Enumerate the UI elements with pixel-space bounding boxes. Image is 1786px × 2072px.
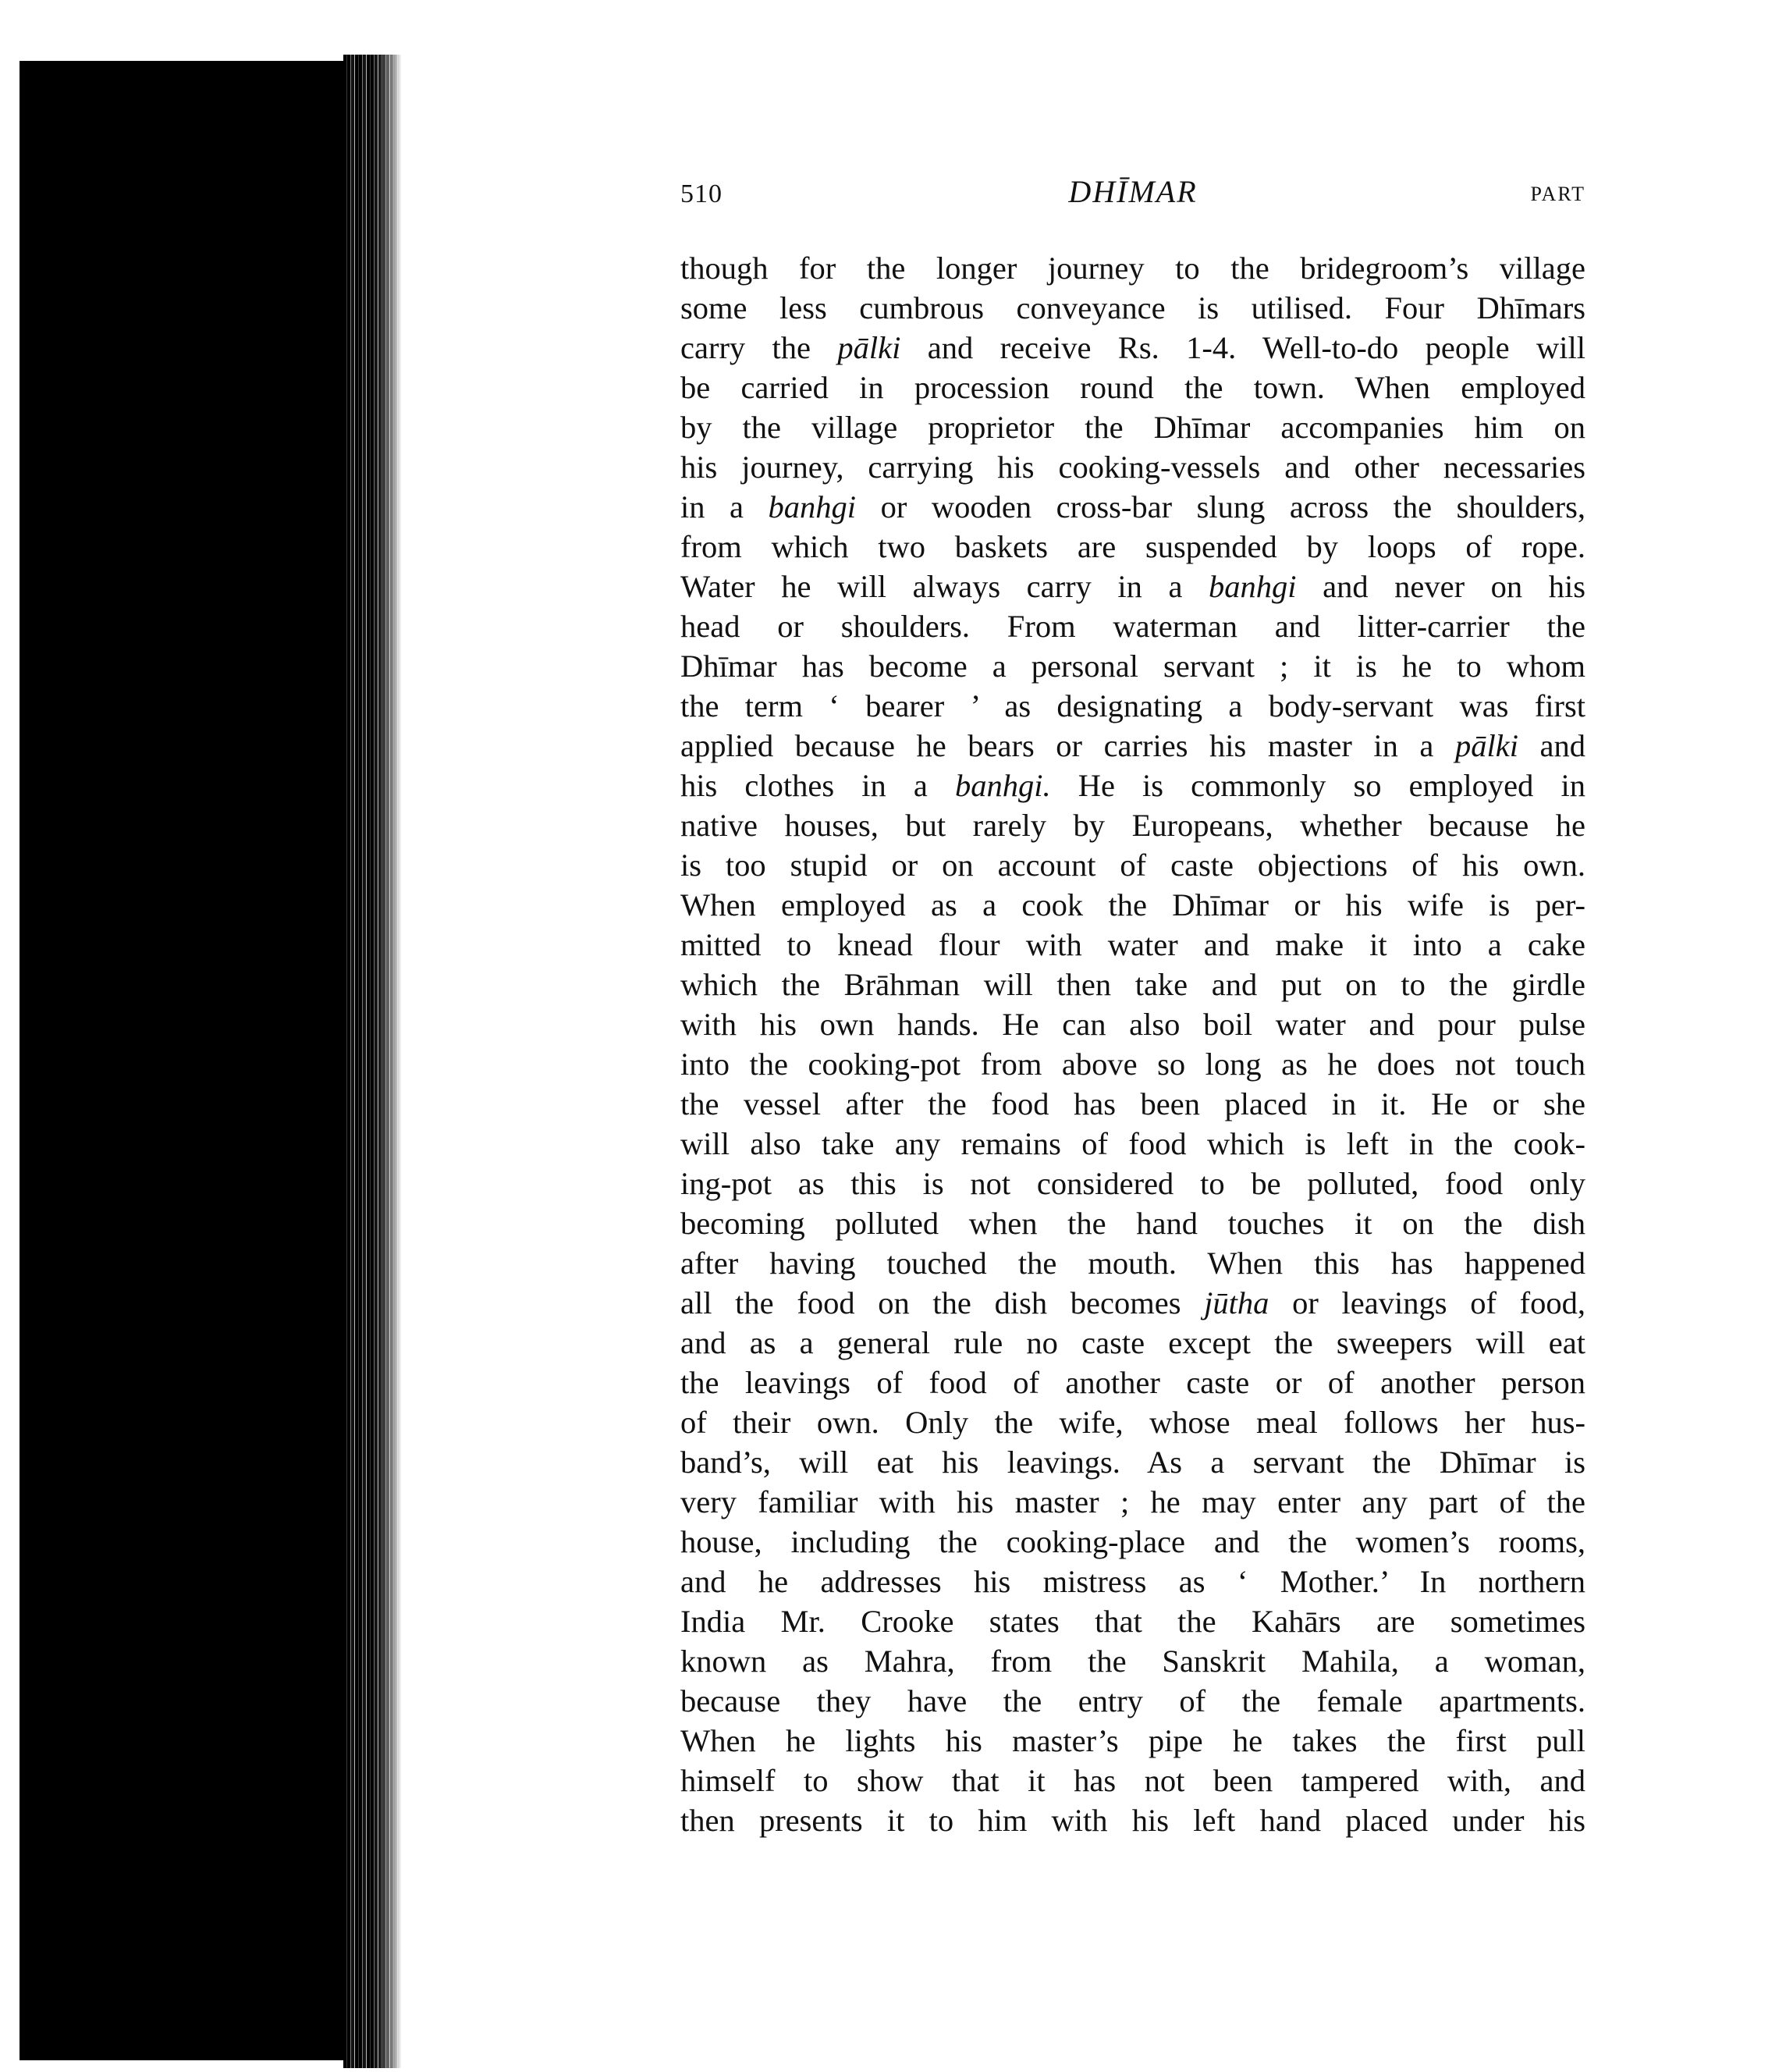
text-line xyxy=(680,885,1585,925)
text-segment: and as a general rule no caste except the sweepers will eat xyxy=(680,1325,1585,1360)
text-line xyxy=(680,487,1585,527)
text-segment: and he addresses his mistress as ‘ Mother.’ In northern xyxy=(680,1564,1585,1599)
text-segment: very familiar with his master ; he may enter any part of the xyxy=(680,1484,1585,1519)
text-segment: all the food on the dish becomes xyxy=(680,1285,1205,1320)
text-line xyxy=(680,1124,1585,1164)
text-line xyxy=(680,328,1585,368)
text-line xyxy=(680,686,1585,726)
text-line xyxy=(680,1004,1585,1044)
text-segment: Water he will always carry in a xyxy=(680,569,1209,604)
body-text xyxy=(680,248,1585,1840)
text-line xyxy=(680,965,1585,1004)
text-segment: by the village proprietor the Dhīmar accompanies him on xyxy=(680,410,1585,445)
text-line xyxy=(680,1402,1585,1442)
text-line xyxy=(680,606,1585,646)
text-segment: because they have the entry of the female apartments. xyxy=(680,1683,1585,1718)
text-line xyxy=(680,1522,1585,1562)
text-line xyxy=(680,1044,1585,1084)
text-segment: himself to show that it has not been tampered with, and xyxy=(680,1763,1585,1798)
text-line xyxy=(680,1482,1585,1522)
text-segment: applied because he bears or carries his master in a xyxy=(680,728,1455,763)
text-segment: into the cooking-pot from above so long as he does not touch xyxy=(680,1047,1585,1082)
text-segment: known as Mahra, from the Sanskrit Mahila, a woman, xyxy=(680,1644,1585,1679)
text-segment: is too stupid or on account of caste objections of his own. xyxy=(680,848,1585,883)
text-line xyxy=(680,805,1585,845)
text-segment: When employed as a cook the Dhīmar or his wife is per- xyxy=(680,887,1585,922)
text-line xyxy=(680,925,1585,965)
text-line xyxy=(680,1800,1585,1840)
book-spine-edge xyxy=(343,55,402,2068)
text-segment: or wooden cross-bar slung across the shoulders, xyxy=(856,489,1585,524)
text-segment: head or shoulders. From waterman and litter-carrier the xyxy=(680,609,1585,644)
text-segment: house, including the cooking-place and the women’s rooms, xyxy=(680,1524,1585,1559)
text-segment: carry the xyxy=(680,330,838,365)
text-line xyxy=(680,1721,1585,1761)
text-line xyxy=(680,1203,1585,1243)
text-segment: his clothes in a xyxy=(680,768,955,803)
text-segment: with his own hands. He can also boil water and pour pulse xyxy=(680,1007,1585,1042)
text-segment: in a xyxy=(680,489,769,524)
text-segment: though for the longer journey to the bridegroom’s village xyxy=(680,251,1585,286)
text-line xyxy=(680,407,1585,447)
text-segment: band’s, will eat his leavings. As a servant the Dhīmar is xyxy=(680,1445,1585,1480)
text-segment: the term ‘ bearer ’ as designating a body-servant was first xyxy=(680,688,1585,723)
italic-term: pālki xyxy=(1454,728,1518,763)
text-line xyxy=(680,1164,1585,1203)
text-line xyxy=(680,1641,1585,1681)
text-line xyxy=(680,1761,1585,1800)
text-segment: the vessel after the food has been placed in it. He or she xyxy=(680,1086,1585,1121)
text-line xyxy=(680,1363,1585,1402)
part-label: PART xyxy=(1530,183,1585,205)
text-segment: after having touched the mouth. When this has happened xyxy=(680,1246,1585,1281)
text-line xyxy=(680,1442,1585,1482)
text-segment: He is commonly so employed in xyxy=(1050,768,1585,803)
text-line xyxy=(680,248,1585,288)
text-line xyxy=(680,527,1585,567)
text-segment: will also take any remains of food which is left in the cook- xyxy=(680,1126,1585,1161)
text-line xyxy=(680,1283,1585,1323)
text-segment: his journey, carrying his cooking-vessels and other necessaries xyxy=(680,450,1585,485)
text-line xyxy=(680,288,1585,328)
text-line xyxy=(680,845,1585,885)
text-segment: native houses, but rarely by Europeans, whether because he xyxy=(680,808,1585,843)
text-line xyxy=(680,368,1585,407)
text-line xyxy=(680,1562,1585,1601)
text-line xyxy=(680,646,1585,686)
text-line xyxy=(680,1681,1585,1721)
page-number: 510 xyxy=(680,179,723,208)
text-segment: be carried in procession round the town. When employed xyxy=(680,370,1585,405)
text-segment: becoming polluted when the hand touches it on the dish xyxy=(680,1206,1585,1241)
book-spine-shadow xyxy=(20,61,357,2060)
text-line xyxy=(680,567,1585,606)
text-segment: When he lights his master’s pipe he takes the first pull xyxy=(680,1723,1585,1758)
text-segment: which the Brāhman will then take and put on to the girdle xyxy=(680,967,1585,1002)
text-line xyxy=(680,1243,1585,1283)
book-page xyxy=(680,173,1585,1840)
text-line xyxy=(680,1323,1585,1363)
running-head xyxy=(680,173,1585,220)
text-line xyxy=(680,766,1585,805)
text-segment: of their own. Only the wife, whose meal follows her hus- xyxy=(680,1405,1585,1440)
text-line xyxy=(680,1601,1585,1641)
text-segment: and never on his xyxy=(1296,569,1585,604)
text-segment: and xyxy=(1518,728,1585,763)
text-segment: then presents it to him with his left hand placed under his xyxy=(680,1803,1585,1838)
text-segment: the leavings of food of another caste or of another person xyxy=(680,1365,1585,1400)
text-segment: and receive Rs. 1-4. Well-to-do people will xyxy=(900,330,1585,365)
italic-term: jūtha xyxy=(1204,1285,1269,1320)
italic-term: banhgi xyxy=(1209,569,1297,604)
text-line xyxy=(680,726,1585,766)
italic-term: banhgi. xyxy=(954,768,1051,803)
text-line xyxy=(680,447,1585,487)
italic-term: banhgi xyxy=(768,489,857,524)
text-segment: mitted to knead flour with water and make it into a cake xyxy=(680,927,1585,962)
text-segment: or leavings of food, xyxy=(1269,1285,1585,1320)
text-segment: Dhīmar has become a personal servant ; it is he to whom xyxy=(680,649,1585,684)
text-segment: ing-pot as this is not considered to be polluted, food only xyxy=(680,1166,1585,1201)
text-line xyxy=(680,1084,1585,1124)
text-segment: some less cumbrous conveyance is utilised. Four Dhīmars xyxy=(680,290,1585,325)
running-title: DHĪMAR xyxy=(1068,174,1198,209)
italic-term: pālki xyxy=(837,330,901,365)
text-segment: India Mr. Crooke states that the Kahārs are sometimes xyxy=(680,1604,1585,1639)
text-segment: from which two baskets are suspended by loops of rope. xyxy=(680,529,1585,564)
